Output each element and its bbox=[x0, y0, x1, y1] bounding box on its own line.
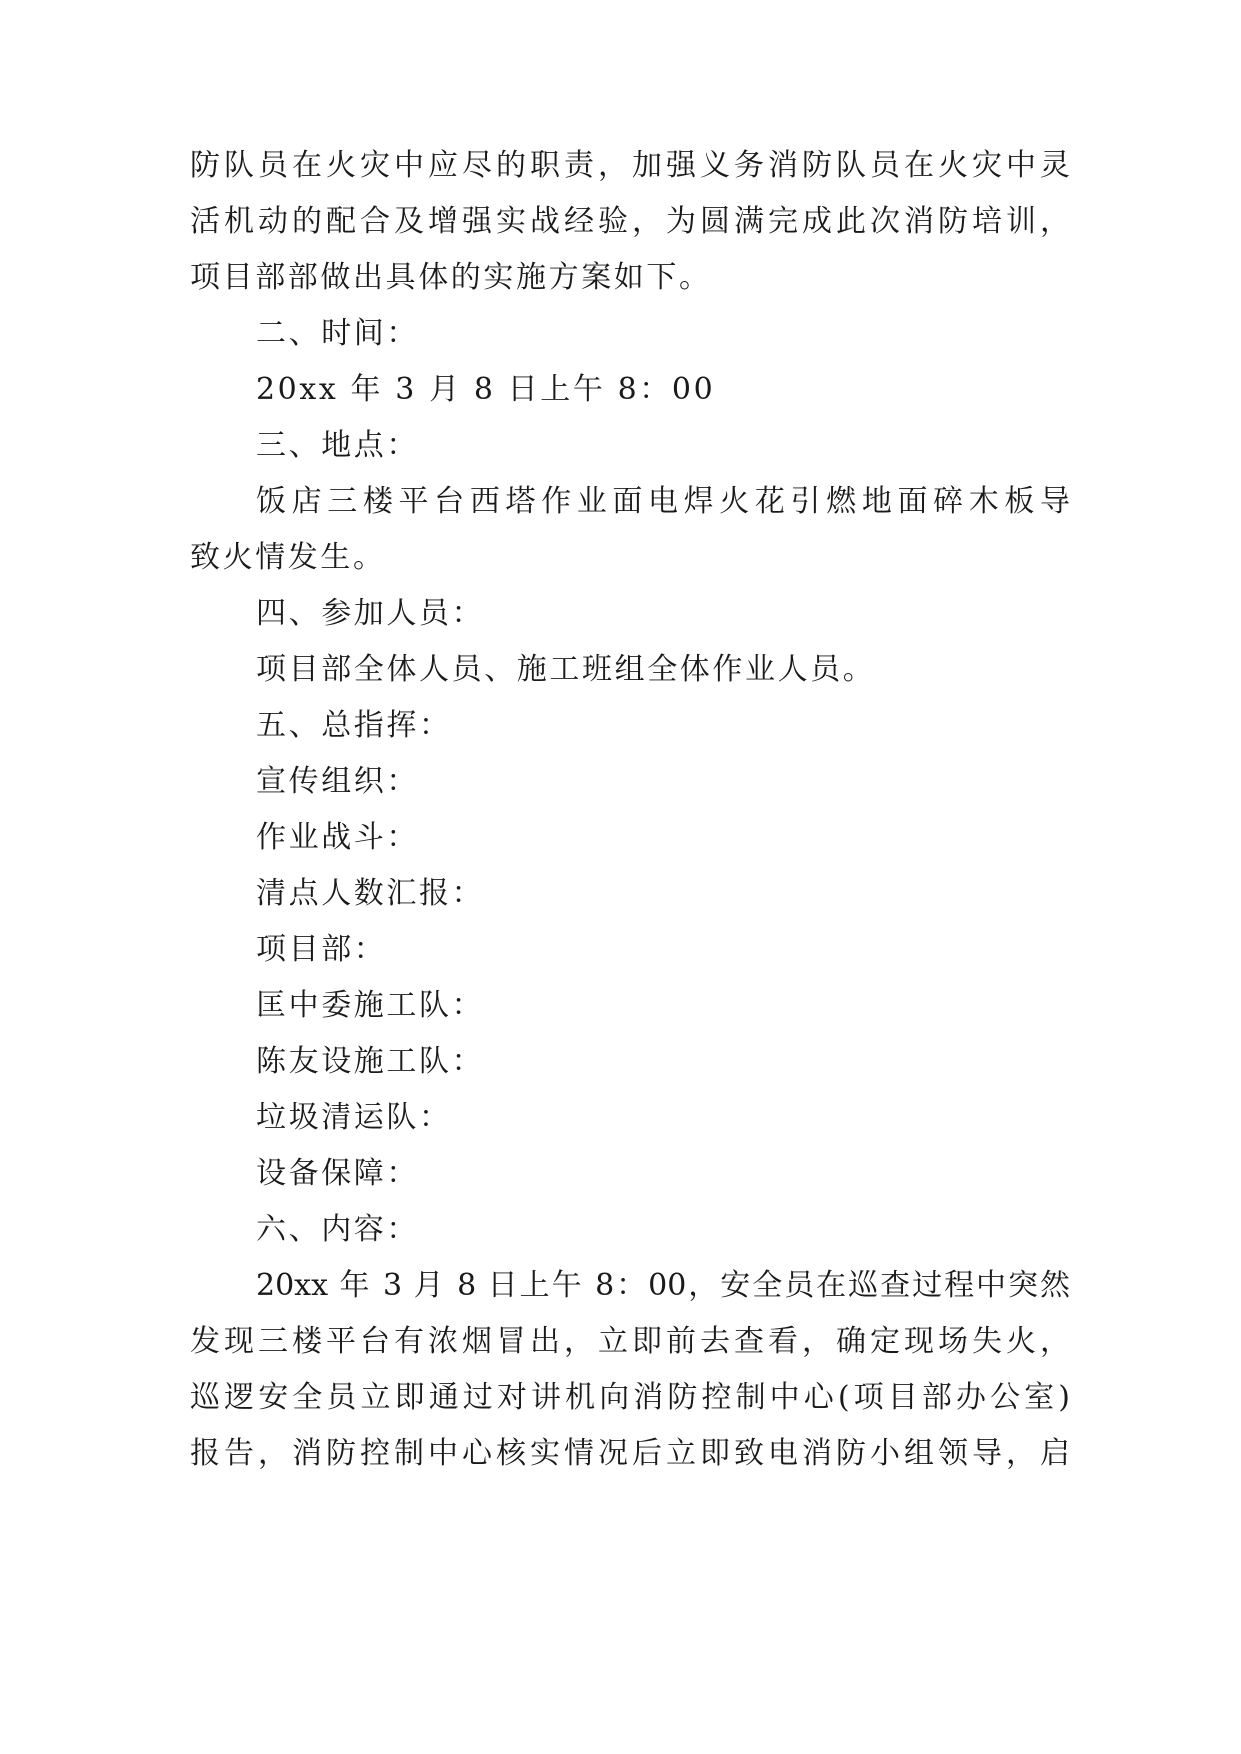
role-line: 清点人数汇报： bbox=[256, 876, 485, 911]
role-line: 匡中委施工队： bbox=[256, 988, 485, 1023]
paragraph-line: 防队员在火灾中应尽的职责，加强义务消防队员在火灾中灵 bbox=[190, 148, 1070, 183]
paragraph-line: 活机动的配合及增强实战经验，为圆满完成此次消防培训， bbox=[190, 204, 1070, 239]
role-line: 设备保障： bbox=[256, 1156, 419, 1191]
paragraph-line: 发现三楼平台有浓烟冒出，立即前去查看，确定现场失火， bbox=[190, 1324, 1070, 1359]
role-line: 陈友设施工队： bbox=[256, 1044, 485, 1079]
section-heading-time: 二、时间： bbox=[256, 316, 419, 351]
section-heading-participants: 四、参加人员： bbox=[256, 596, 485, 631]
paragraph-line: 20xx 年 3 月 8 日上午 8：00，安全员在巡查过程中突然 bbox=[256, 1268, 1070, 1303]
paragraph-line: 饭店三楼平台西塔作业面电焊火花引燃地面碎木板导 bbox=[256, 484, 1070, 519]
role-line: 作业战斗： bbox=[256, 820, 419, 855]
paragraph-line: 项目部部做出具体的实施方案如下。 bbox=[190, 260, 712, 295]
paragraph-line: 巡逻安全员立即通过对讲机向消防控制中心(项目部办公室) bbox=[190, 1380, 1070, 1415]
role-line: 项目部： bbox=[256, 932, 387, 967]
section-heading-location: 三、地点： bbox=[256, 428, 419, 463]
paragraph-line: 报告，消防控制中心核实情况后立即致电消防小组领导，启 bbox=[190, 1436, 1070, 1471]
role-line: 宣传组织： bbox=[256, 764, 419, 799]
date-time-line: 20xx 年 3 月 8 日上午 8：00 bbox=[256, 372, 716, 407]
section-heading-content: 六、内容： bbox=[256, 1212, 419, 1247]
role-line: 垃圾清运队： bbox=[256, 1100, 452, 1135]
section-heading-commander: 五、总指挥： bbox=[256, 708, 452, 743]
paragraph-line: 致火情发生。 bbox=[190, 540, 386, 575]
paragraph-line: 项目部全体人员、施工班组全体作业人员。 bbox=[256, 652, 876, 687]
